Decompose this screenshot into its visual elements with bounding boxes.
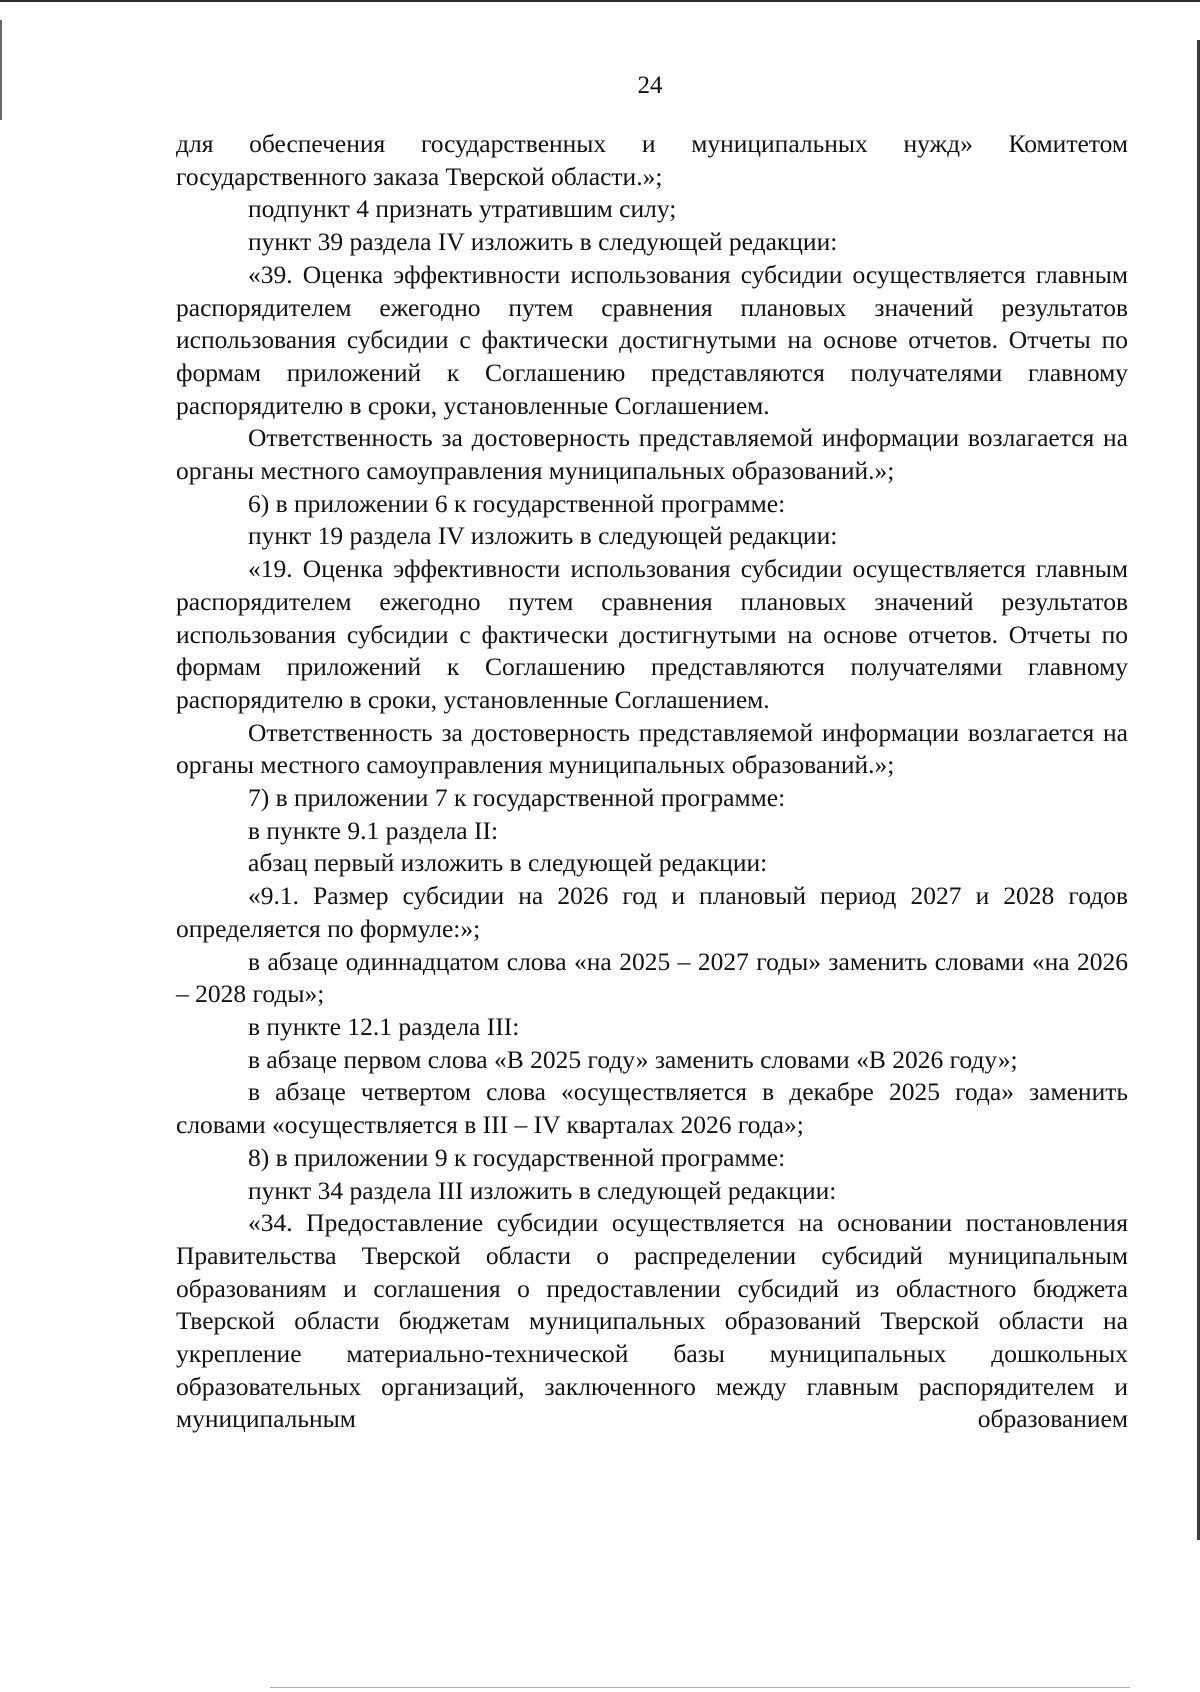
paragraph: подпункт 4 признать утратившим силу;	[248, 194, 677, 224]
document-body	[176, 128, 1128, 1436]
paragraph: 8) в приложении 9 к государственной программе:	[248, 1142, 786, 1172]
paragraph: «34. Предоставление субсидии осуществляется на основании постановления Правительства Тверской области о распределении субсидий муниципальным образованиям и соглашения о предоставлении субсидий из областного бюджета Тверской области бюджетам муниципальных образований Тверской области на укрепление материально-технической базы муниципальных дошкольных образовательных организаций, заключенного между главным распорядителем и муниципальным образованием	[176, 1208, 1128, 1434]
paragraph: абзац первый изложить в следующей редакции:	[248, 848, 768, 878]
paragraph: «19. Оценка эффективности использования субсидии осуществляется главным распорядителем ежегодно путем сравнения плановых значений результатов использования субсидии с фактически достигнутыми на основе отчетов. Отчеты по формам приложений к Соглашению представляются получателями главному распорядителю в сроки, установленные Соглашением.	[176, 554, 1128, 714]
paragraph: «39. Оценка эффективности использования субсидии осуществляется главным распорядителем ежегодно путем сравнения плановых значений результатов использования субсидии с фактически достигнутыми на основе отчетов. Отчеты по формам приложений к Соглашению представляются получателями главному распорядителю в сроки, установленные Соглашением.	[176, 259, 1128, 420]
paragraph: в абзаце первом слова «В 2025 году» заменить словами «В 2026 году»;	[248, 1044, 1018, 1074]
page-number: 24	[637, 72, 663, 99]
scan-edge-left	[0, 20, 2, 120]
paragraph: пункт 19 раздела IV изложить в следующей редакции:	[248, 521, 838, 551]
paragraph: Ответственность за достоверность представляемой информации возлагается на органы местного самоуправления муниципальных образований.»;	[176, 423, 1128, 486]
paragraph: 7) в приложении 7 к государственной программе:	[248, 783, 786, 813]
paragraph: пункт 39 раздела IV изложить в следующей редакции:	[248, 227, 838, 257]
paragraph: в абзаце одиннадцатом слова «на 2025 – 2027 годы» заменить словами «на 2026 – 2028 годы»;	[176, 946, 1128, 1009]
paragraph: в пункте 12.1 раздела III:	[248, 1011, 520, 1041]
scan-edge-top	[0, 0, 1200, 2]
paragraph: «9.1. Размер субсидии на 2026 год и плановый период 2027 и 2028 годов определяется по формуле:»;	[176, 881, 1128, 943]
paragraph: Ответственность за достоверность представляемой информации возлагается на органы местного самоуправления муниципальных образований.»;	[176, 717, 1128, 780]
paragraph: для обеспечения государственных и муниципальных нужд» Комитетом государственного заказа Тверской области.»;	[176, 129, 1128, 191]
paragraph: 6) в приложении 6 к государственной программе:	[248, 488, 786, 518]
paragraph: в абзаце четвертом слова «осуществляется в декабре 2025 года» заменить словами «осуществляется в III – IV кварталах 2026 года»;	[176, 1077, 1128, 1140]
paragraph: в пункте 9.1 раздела II:	[248, 815, 499, 845]
paragraph: пункт 34 раздела III изложить в следующей редакции:	[248, 1175, 837, 1205]
scan-edge-bottom	[270, 1687, 1130, 1688]
